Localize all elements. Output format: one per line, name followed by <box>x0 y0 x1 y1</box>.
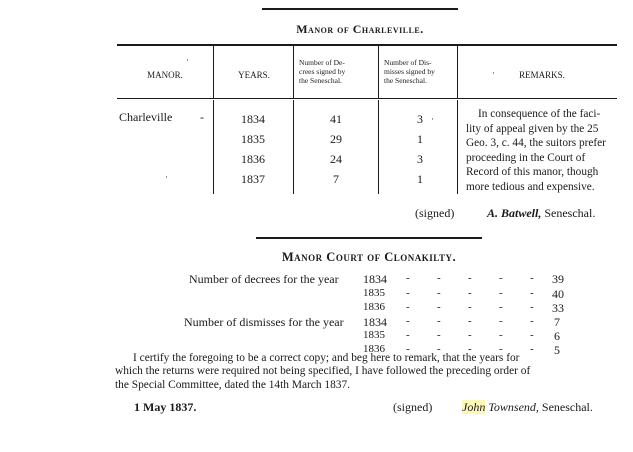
remarks-text <box>466 107 616 195</box>
header-dot-mark: · <box>186 55 189 65</box>
dash: - <box>530 287 534 299</box>
manor2-title: Manor Court of Clonakilty. <box>281 250 457 264</box>
dash: - <box>499 329 503 341</box>
header-decrees-line-2: crees signed by <box>299 67 346 76</box>
row-1834-decrees: 41 <box>330 112 342 126</box>
remarks-line-2: lity of appeal given by the 25 <box>466 122 599 135</box>
header-decrees-line-3: the Seneschal. <box>299 76 342 85</box>
row-1834-year: 1834 <box>241 112 265 126</box>
row-1834-dot: · <box>431 114 434 124</box>
row-1835-year: 1835 <box>241 132 265 146</box>
remarks-line-3: Geo. 3, c. 44, the suitors prefer <box>466 137 606 150</box>
manor2-signed: (signed) <box>393 400 433 414</box>
table-top-rule <box>117 44 617 46</box>
dismisses-value-1836: 5 <box>554 343 560 357</box>
manor2-signature <box>462 400 593 415</box>
dash: - <box>468 272 472 284</box>
manor1-signature <box>487 206 595 221</box>
body-divider-3 <box>378 100 379 194</box>
header-dismisses-line-3: the Seneschal. <box>384 76 427 85</box>
dash: - <box>468 329 472 341</box>
header-decrees-line-1: Number of De- <box>299 58 345 67</box>
row-1835-dismisses: 1 <box>417 132 423 146</box>
certification-text <box>115 352 620 392</box>
dismisses-value-1834: 7 <box>554 315 560 329</box>
dash: - <box>530 315 534 327</box>
dash: - <box>468 287 472 299</box>
body-divider-4 <box>457 100 458 194</box>
certification-line-3: the Special Committee, dated the 14th March 1837. <box>115 378 351 391</box>
dash: - <box>499 272 503 284</box>
section-rule <box>256 237 482 239</box>
dash: - <box>437 315 441 327</box>
manor2-signature-last: Townsend, <box>488 400 539 414</box>
row-1835-decrees: 29 <box>330 132 342 146</box>
dash: - <box>406 272 410 284</box>
manor1-signature-name: A. Batwell, <box>487 206 542 220</box>
header-years: YEARS. <box>238 70 270 80</box>
dash: - <box>406 329 410 341</box>
manor1-title: Manor of Charleville. <box>296 22 424 36</box>
row-1834-dismisses: 3 <box>417 112 423 126</box>
remarks-line-5: Record of this manor, though <box>466 166 599 179</box>
dash: - <box>530 343 534 355</box>
row-1837-dismisses: 1 <box>417 172 423 186</box>
dash: - <box>530 301 534 313</box>
dismisses-year-1834: 1834 <box>363 315 387 329</box>
manor-name: Charleville <box>119 110 173 124</box>
decrees-value-1835: 40 <box>552 287 564 301</box>
col-divider-2 <box>293 45 294 98</box>
row-1836-decrees: 24 <box>330 152 342 166</box>
decrees-value-1836: 33 <box>552 301 564 315</box>
header-dismisses <box>384 58 464 85</box>
dash: - <box>468 315 472 327</box>
dismisses-label: Number of dismisses for the year <box>184 315 344 329</box>
dismisses-year-1835: 1835 <box>363 329 385 341</box>
header-manor: MANOR. <box>147 70 183 80</box>
table-header-rule <box>117 98 617 99</box>
row-1837-year: 1837 <box>241 172 265 186</box>
decrees-label: Number of decrees for the year <box>189 272 339 286</box>
header-decrees <box>299 58 379 85</box>
remarks-line-1: In consequence of the faci- <box>478 108 601 120</box>
decrees-year-1834: 1834 <box>363 272 387 286</box>
manor1-signature-title: Seneschal. <box>544 206 596 220</box>
certification-line-1: I certify the foregoing to be a correct copy; and beg here to remark, that the years for <box>133 352 520 364</box>
dismisses-value-1835: 6 <box>554 329 560 343</box>
dash: - <box>437 343 441 355</box>
header-dismisses-line-1: Number of Dis- <box>384 58 432 67</box>
body-divider-1 <box>213 100 214 194</box>
dash: - <box>437 272 441 284</box>
dash: - <box>406 301 410 313</box>
certification-line-2: which the returns were required not being specified, I have followed the preceding order of <box>115 365 531 378</box>
dash: - <box>437 329 441 341</box>
remarks-line-4: proceeding in the Court of <box>466 151 586 164</box>
remarks-line-6: more tedious and expensive. <box>466 180 595 193</box>
dash: - <box>437 287 441 299</box>
dismisses-year-1836: 1836 <box>363 343 385 355</box>
body-divider-2 <box>293 100 294 194</box>
dash: - <box>468 343 472 355</box>
col-divider-1 <box>213 45 214 98</box>
dash: - <box>530 272 534 284</box>
dash: - <box>406 315 410 327</box>
top-rule <box>262 8 458 10</box>
dash: - <box>406 287 410 299</box>
dash: - <box>499 287 503 299</box>
manor2-signature-title: Seneschal. <box>541 400 593 414</box>
row-1836-dismisses: 3 <box>417 152 423 166</box>
dash: - <box>499 343 503 355</box>
dash: - <box>499 301 503 313</box>
header-remarks-dot: · <box>492 68 495 78</box>
dash: - <box>437 301 441 313</box>
document-date: 1 May 1837. <box>134 400 197 414</box>
decrees-value-1834: 39 <box>552 272 564 286</box>
row-1836-year: 1836 <box>241 152 265 166</box>
manor1-signed: (signed) <box>415 206 455 220</box>
row-1837-decrees: 7 <box>333 172 339 186</box>
dash: - <box>468 301 472 313</box>
dash: - <box>499 315 503 327</box>
dash: - <box>530 329 534 341</box>
stray-dot: · <box>165 172 168 182</box>
manor2-signature-first: John <box>462 400 486 414</box>
header-remarks: REMARKS. <box>519 70 565 80</box>
decrees-year-1836: 1836 <box>363 301 385 313</box>
manor-name-dash: - <box>200 110 204 124</box>
dash: - <box>406 343 410 355</box>
decrees-year-1835: 1835 <box>363 287 385 299</box>
header-dismisses-line-2: misses signed by <box>384 67 435 76</box>
